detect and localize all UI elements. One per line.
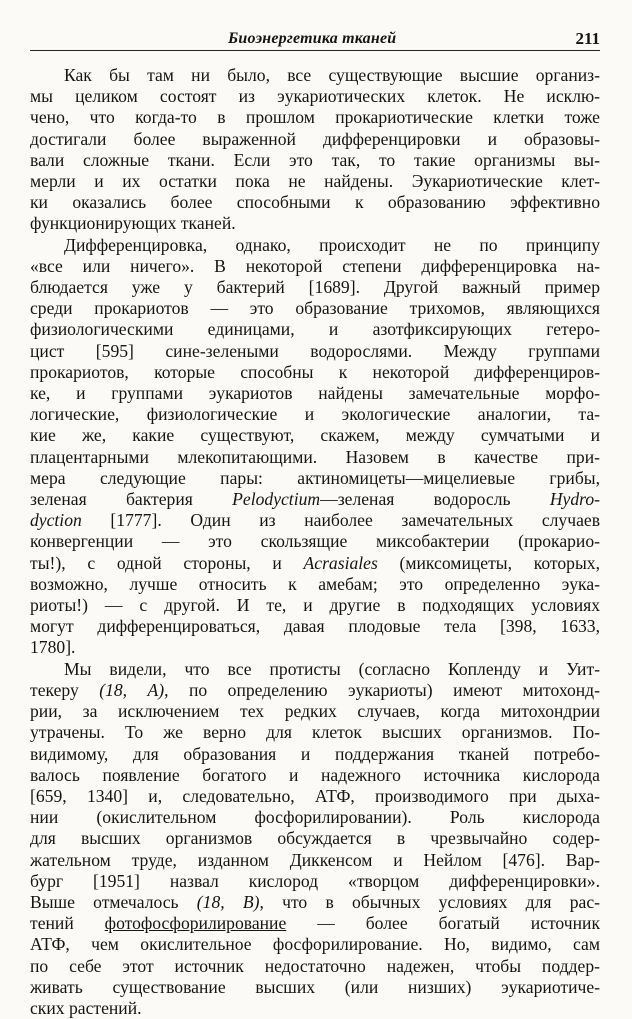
- text-run: нии (окислительном фосфорилировании). Роль кислорода: [30, 807, 600, 828]
- text-line: [30, 871, 600, 892]
- text-run: АТФ, чем окислительное фосфорилирование. Но, видимо, сам: [30, 934, 600, 955]
- page-header: [30, 28, 600, 51]
- text-run: [1777]. Один из наиболее замечательных случаев: [81, 510, 600, 531]
- text-line: [30, 574, 600, 595]
- text-line: [30, 637, 600, 658]
- text-line: [30, 998, 600, 1019]
- text-run: «все или ничего». В некоторой степени дифференцировка на-: [30, 255, 600, 276]
- text-run: для высших организмов обсуждается в чрезвычайно содер-: [30, 828, 600, 849]
- text-run: живать существование высших (или низших) эукариотиче-: [30, 976, 600, 997]
- text-run: кие же, какие существуют, скажем, между сумчатыми и: [30, 425, 600, 446]
- text-run: чено, что когда-то в прошлом прокариотические клетки тоже: [30, 107, 600, 128]
- text-run: риоты!) — с другой. И те, и другие в подходящих условиях: [30, 595, 600, 616]
- text-line: [30, 531, 600, 552]
- italic-term: (18, B): [196, 891, 260, 912]
- text-run: тений: [30, 913, 105, 934]
- text-line: [30, 298, 600, 319]
- text-run: цист [595] сине-зелеными водорослями. Между группами: [30, 340, 600, 361]
- text-run: по себе этот источник недостаточно надежен, чтобы поддер-: [30, 955, 600, 976]
- text-run: логические, физиологические и экологические аналогии, та-: [30, 404, 600, 425]
- text-line: [30, 489, 600, 510]
- text-line: [30, 765, 600, 786]
- text-run: , по определению эукариоты) имеют митохонд-: [164, 679, 600, 700]
- text-run: достигали более выраженной дифференцировки и образовы-: [30, 128, 600, 149]
- text-line: [30, 192, 600, 213]
- italic-term: Acrasiales: [303, 552, 378, 573]
- text-run: рии, за исключением тех редких случаев, когда митохондрии: [30, 701, 600, 722]
- text-line: [30, 892, 600, 913]
- text-run: видимому, для образования и поддержания тканей потребо-: [30, 743, 600, 764]
- running-title: Биоэнергетика тканей: [228, 30, 397, 47]
- text-run: бург [1951] назвал кислород «творцом дифференцировки».: [30, 870, 600, 891]
- text-line: [30, 235, 600, 256]
- text-line: [30, 616, 600, 637]
- text-run: могут дифференцироваться, давая плодовые тела [398, 1633,: [30, 616, 600, 637]
- text-run: жательном труде, изданном Диккенсом и Нейлом [476]. Вар-: [30, 849, 600, 870]
- text-line: [30, 722, 600, 743]
- text-line: [30, 171, 600, 192]
- text-run: фотофосфорилирование: [104, 913, 287, 934]
- paragraph: [30, 659, 600, 1019]
- text-line: [30, 510, 600, 531]
- text-run: конвергенции — это скользящие миксобактерии (прокарио-: [30, 531, 600, 552]
- text-run: мера следующие пары: актиномицеты—мицелиевые грибы,: [30, 467, 600, 488]
- text-line: [30, 850, 600, 871]
- text-line: [30, 807, 600, 828]
- text-line: [30, 913, 600, 934]
- text-run: утрачены. То же верно для клеток высших организмов. По-: [30, 722, 600, 743]
- text-line: [30, 256, 600, 277]
- text-run: (миксомицеты, которых,: [377, 552, 600, 573]
- text-run: функционирующих тканей.: [30, 213, 236, 234]
- text-line: [30, 977, 600, 998]
- text-run: 1780].: [30, 637, 76, 658]
- text-run: , что в обычных условиях для рас-: [259, 891, 600, 912]
- text-line: [30, 86, 600, 107]
- text-run: возможно, лучше относить к амебам; это определенно эука-: [30, 573, 600, 594]
- text-run: ских растений.: [30, 997, 142, 1018]
- text-line: [30, 934, 600, 955]
- text-run: зеленая бактерия: [30, 489, 233, 510]
- text-line: [30, 425, 600, 446]
- text-line: [30, 341, 600, 362]
- italic-term: dyction: [30, 510, 82, 531]
- text-run: вали сложные ткани. Если это так, то такие организмы вы-: [30, 149, 600, 170]
- text-run: блюдается уже у бактерий [1689]. Другой важный пример: [30, 277, 600, 298]
- text-run: мы целиком состоят из эукариотических клеток. Не исклю-: [30, 86, 600, 107]
- text-line: [30, 447, 600, 468]
- text-line: [30, 659, 600, 680]
- text-line: [30, 956, 600, 977]
- text-run: Дифференцировка, однако, происходит не по принципу: [64, 234, 600, 255]
- text-line: [30, 65, 600, 86]
- text-line: [30, 786, 600, 807]
- text-line: [30, 319, 600, 340]
- text-line: [30, 701, 600, 722]
- italic-term: Hydro-: [549, 489, 600, 510]
- paragraph: [30, 65, 600, 235]
- text-line: [30, 383, 600, 404]
- text-run: прокариотов, которые способны к некоторой дифференциров-: [30, 361, 600, 382]
- text-line: [30, 404, 600, 425]
- text-run: среди прокариотов — это образование трихомов, являющихся: [30, 298, 600, 319]
- text-line: [30, 150, 600, 171]
- text-line: [30, 828, 600, 849]
- text-run: —зеленая водоросль: [320, 489, 550, 510]
- text-line: [30, 595, 600, 616]
- text-run: плацентарными млекопитающими. Назовем в качестве при-: [30, 446, 600, 467]
- page-number: 211: [575, 29, 600, 48]
- text-line: [30, 680, 600, 701]
- text-run: [659, 1340] и, следовательно, АТФ, производимого при дыха-: [30, 785, 600, 806]
- paragraph: [30, 235, 600, 659]
- text-run: ты!), с одной стороны, и: [30, 552, 304, 573]
- italic-term: Pelodyctium: [232, 489, 321, 510]
- italic-term: (18, A): [99, 679, 165, 700]
- text-run: ки оказались более способными к образованию эффективно: [30, 192, 600, 213]
- text-run: валось появление богатого и надежного источника кислорода: [30, 764, 600, 785]
- text-run: мерли и их остатки пока не найдены. Эукариотические клет-: [30, 171, 600, 192]
- text-line: [30, 744, 600, 765]
- text-line: [30, 362, 600, 383]
- text-run: ке, и группами эукариотов найдены замечательные морфо-: [30, 383, 600, 404]
- text-line: [30, 213, 600, 234]
- text-run: — более богатый источник: [286, 913, 600, 934]
- text-line: [30, 553, 600, 574]
- text-line: [30, 107, 600, 128]
- text-line: [30, 277, 600, 298]
- text-line: [30, 468, 600, 489]
- text-run: Как бы там ни было, все существующие высшие организ-: [64, 65, 600, 85]
- body-text: [30, 65, 600, 1019]
- text-run: текеру: [30, 679, 100, 700]
- text-line: [30, 129, 600, 150]
- text-run: физиологическими единицами, и азотфиксирующих гетеро-: [30, 319, 600, 340]
- text-run: Мы видели, что все протисты (согласно Копленду и Уит-: [64, 658, 600, 679]
- text-run: Выше отмечалось: [30, 891, 197, 912]
